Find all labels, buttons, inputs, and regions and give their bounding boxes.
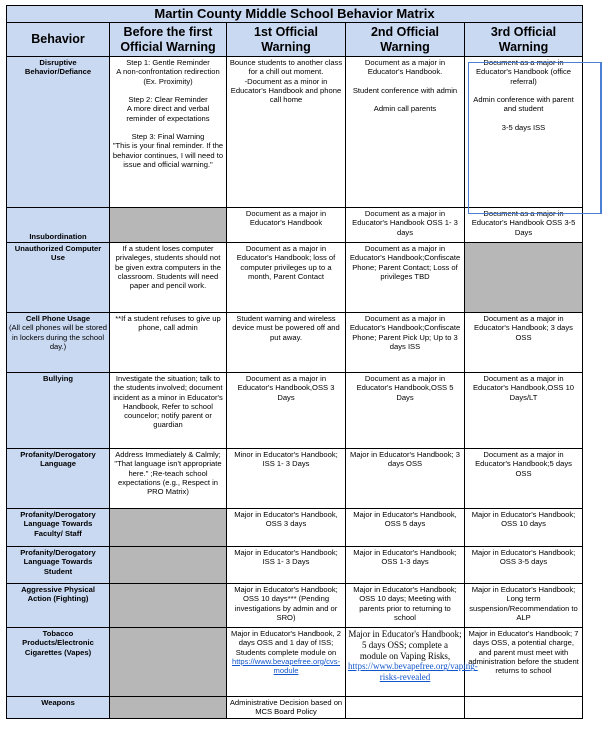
second-warning-cell: Document as a major in Educator's Handbook;Confiscate Phone; Parent Pick Up; Up to 3 days ISS: [346, 313, 465, 373]
second-warning-cell: Major in Educator's Handbook; OSS 1-3 days: [346, 547, 465, 584]
table-row: [7, 628, 583, 697]
table-row: [7, 373, 583, 449]
behavior-matrix-table: [6, 5, 583, 719]
behavior-cell: Profanity/Derogatory Language Towards Faculty/ Staff: [7, 509, 110, 547]
first-warning-cell: Minor in Educator's Handbook; ISS 1- 3 Days: [227, 449, 346, 509]
before-warning-cell: [110, 628, 227, 697]
before-warning-cell: [110, 208, 227, 243]
table-row: [7, 509, 583, 547]
before-warning-cell: [110, 547, 227, 584]
third-warning-cell: Document as a major in Educator's Handbook,OSS 10 Days/LT: [465, 373, 583, 449]
second-warning-cell: Major in Educator's Handbook; 3 days OSS: [346, 449, 465, 509]
third-warning-cell: Major in Educator's Handbook; 7 days OSS, a potential charge, and parent must meet with administration before the student returns to school: [465, 628, 583, 697]
third-warning-cell: Major in Educator's Handbook; OSS 3-5 days: [465, 547, 583, 584]
table-row: [7, 449, 583, 509]
behavior-cell: Aggressive Physical Action (Fighting): [7, 584, 110, 628]
third-warning-cell: Major in Educator's Handbook; Long term suspension/Recommendation to ALP: [465, 584, 583, 628]
table-row: [7, 697, 583, 719]
first-warning-cell: Document as a major in Educator's Handbook,OSS 3 Days: [227, 373, 346, 449]
second-warning-cell: [346, 628, 478, 697]
behavior-cell: Tobacco Products/Electronic Cigarettes (Vapes): [7, 628, 110, 697]
behavior-cell: Insubordination: [7, 208, 110, 243]
behavior-note: (All cell phones will be stored in lockers during the school day.): [9, 323, 107, 351]
page-title: Martin County Middle School Behavior Matrix: [7, 6, 583, 23]
third-warning-cell: [465, 243, 583, 313]
behavior-cell: Bullying: [7, 373, 110, 449]
first-warning-text: Major in Educator's Handbook, 2 days OSS and 1 day of ISS; Students complete module on: [231, 629, 341, 657]
vaping-risks-link[interactable]: https://www.bevapefree.org/vaping-risks-revealed: [348, 661, 478, 683]
behavior-cell: Weapons: [7, 697, 110, 719]
before-warning-cell: [110, 584, 227, 628]
before-warning-cell: Step 1: Gentle Reminder A non-confrontation redirection (Ex. Proximity) Step 2: Clear Reminder A more direct and verbal reminder of expectations Step 3: Final Warning "This is your final reminder. If the behavior continues, I will need to issue and official warning.": [110, 57, 227, 208]
second-warning-text: Major in Educator's Handbook; 5 days OSS; complete a module on Vaping Risks,: [348, 629, 462, 661]
behavior-cell: [7, 313, 110, 373]
behavior-cell: Disruptive Behavior/Defiance: [7, 57, 110, 208]
first-warning-cell: Bounce students to another class for a chill out moment. -Document as a minor in Educator's Handbook and phone call home: [227, 57, 346, 208]
second-warning-cell: Major in Educator's Handbook, OSS 5 days: [346, 509, 465, 547]
cvs-module-link[interactable]: https://www.bevapefree.org/cvs-module: [231, 656, 341, 675]
first-warning-cell: [227, 628, 346, 697]
first-warning-cell: Major in Educator's Handbook, OSS 3 days: [227, 509, 346, 547]
first-warning-cell: Administrative Decision based on MCS Board Policy: [227, 697, 346, 719]
header-first-warning: 1st Official Warning: [227, 23, 346, 57]
table-row: [7, 243, 583, 313]
third-warning-cell: Document as a major in Educator's Handbook (office referral) Admin conference with parent and student 3-5 days ISS: [465, 57, 583, 208]
third-warning-cell: Document as a major in Educator's Handbook; 3 days OSS: [465, 313, 583, 373]
table-row: [7, 584, 583, 628]
header-second-warning: 2nd Official Warning: [346, 23, 465, 57]
third-warning-cell: Document as a major in Educator's Handbook OSS 3-5 Days: [465, 208, 583, 243]
before-warning-cell: [110, 509, 227, 547]
first-warning-cell: Document as a major in Educator's Handbook: [227, 208, 346, 243]
header-third-warning: 3rd Official Warning: [465, 23, 583, 57]
behavior-cell: Unauthorized Computer Use: [7, 243, 110, 313]
first-warning-cell: Student warning and wireless device must be powered off and put away.: [227, 313, 346, 373]
third-warning-cell: [465, 697, 583, 719]
second-warning-cell: Document as a major in Educator's Handbook. Student conference with admin Admin call parents: [346, 57, 465, 208]
second-warning-cell: Document as a major in Educator's Handbook;Confiscate Phone; Parent Contact; Loss of privileges TBD: [346, 243, 465, 313]
table-row: [7, 208, 583, 243]
second-warning-cell: [346, 697, 465, 719]
before-warning-cell: [110, 697, 227, 719]
table-row: [7, 313, 583, 373]
third-warning-cell: Document as a major in Educator's Handbook;5 days OSS: [465, 449, 583, 509]
behavior-cell: Profanity/Derogatory Language Towards Student: [7, 547, 110, 584]
header-before-first-warning: Before the first Official Warning: [110, 23, 227, 57]
first-warning-cell: Major in Educator's Handbook; ISS 1- 3 Days: [227, 547, 346, 584]
before-warning-cell: Investigate the situation; talk to the students involved; document incident as a minor in Educator's Handbook, Refer to school councelor; notify parent or guardian: [110, 373, 227, 449]
header-behavior: Behavior: [7, 23, 110, 57]
before-warning-cell: Address Immediately & Calmly; "That language isn't appropriate here." ;Re-teach school expectations (e.g., Respect in PRO Matrix): [110, 449, 227, 509]
behavior-matrix-sheet: [6, 5, 582, 719]
second-warning-cell: Document as a major in Educator's Handbook OSS 1- 3 days: [346, 208, 465, 243]
before-warning-cell: If a student loses computer privaleges, students should not be given extra computers in the classroom. Students will need paper and pencil work.: [110, 243, 227, 313]
second-warning-cell: Major in Educator's Handbook; OSS 10 days; Meeting with parents prior to returning to school: [346, 584, 465, 628]
table-row: [7, 57, 583, 208]
first-warning-cell: Document as a major in Educator's Handbook; loss of computer privileges up to a month, Parent Contact: [227, 243, 346, 313]
behavior-label: Cell Phone Usage: [25, 314, 91, 323]
second-warning-cell: Document as a major in Educator's Handbook,OSS 5 Days: [346, 373, 465, 449]
behavior-cell: Profanity/Derogatory Language: [7, 449, 110, 509]
table-row: [7, 547, 583, 584]
first-warning-cell: Major in Educator's Handbook; OSS 10 days*** (Pending investigations by admin and or SRO): [227, 584, 346, 628]
before-warning-cell: **If a student refuses to give up phone, call admin: [110, 313, 227, 373]
third-warning-cell: Major in Educator's Handbook; OSS 10 days: [465, 509, 583, 547]
